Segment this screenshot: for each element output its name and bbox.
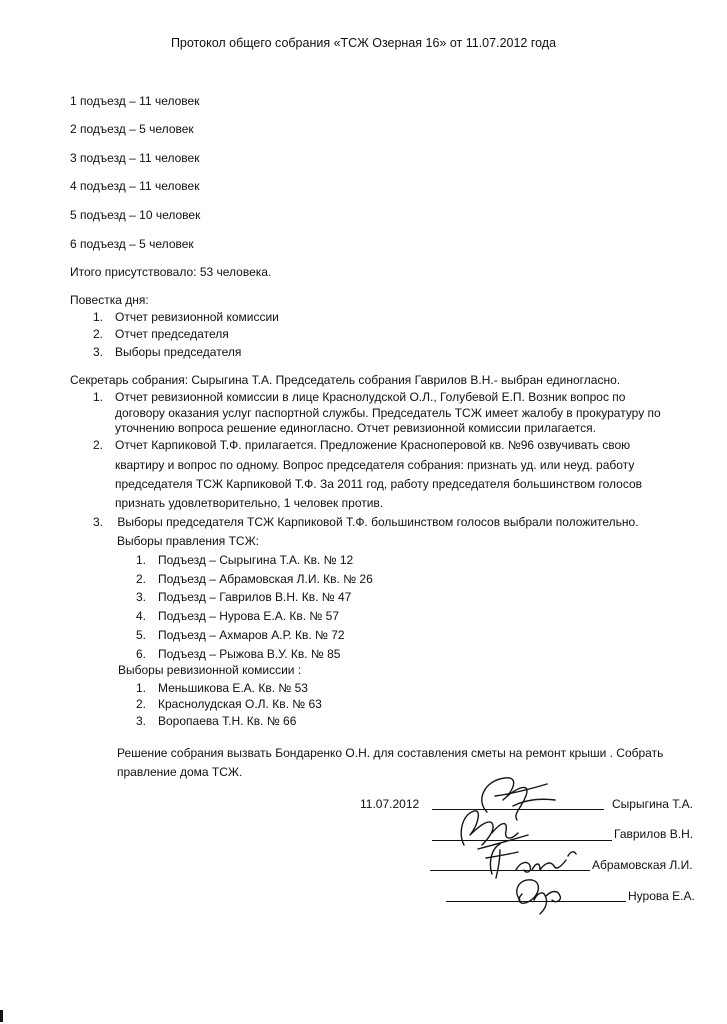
attendance-entrance-3: 3 подъезд – 11 человек [70,151,200,165]
audit-item-number: 2. [136,697,147,711]
board-item-number: 6. [136,647,147,661]
audit-item-number: 1. [136,681,147,695]
signer-name-4: Нурова Е.А. [628,889,695,903]
audit-item-3: Воропаева Т.Н. Кв. № 66 [158,714,297,728]
resolution-line-2: правление дома ТСЖ. [117,765,243,779]
attendance-entrance-5: 5 подъезд – 10 человек [70,208,201,222]
board-heading: Выборы правления ТСЖ: [117,534,260,548]
secretary-line: Секретарь собрания: Сырыгина Т.А. Председатель собрания Гаврилов В.Н.- выбран единогласно. [70,373,621,387]
decision-2-line-1: Отчет Карпиковой Т.Ф. прилагается. Предложение Красноперовой кв. №96 озвучивать свою [115,438,631,452]
decision-number: 2. [93,438,104,452]
board-item-number: 3. [136,590,147,604]
signer-name-3: Абрамовская Л.И. [592,858,693,872]
decision-1-line-2: договору оказания услуг паспортной службы. Председатель ТСЖ имеет жалобу в прокуратуру по [115,406,661,420]
agenda-heading: Повестка дня: [70,293,149,307]
decision-1-line-1: Отчет ревизионной комиссии в лице Краснолудской О.Л., Голубевой Е.П. Возник вопрос по [115,390,626,404]
board-item-2: Подъезд – Абрамовская Л.И. Кв. № 26 [158,572,373,586]
resolution-line-1: Решение собрания вызвать Бондаренко О.Н. для составления сметы на ремонт крыши . Собрать [117,746,664,760]
decision-3-line-1: Выборы председателя ТСЖ Карпиковой Т.Ф. большинством голосов выбрали положительно. [114,515,639,529]
board-item-number: 4. [136,609,147,623]
decision-1-line-3: уточнению вопроса решение единогласно. Отчет ревизионной комиссии прилагается. [115,421,596,435]
agenda-item-number: 1. [93,310,104,324]
agenda-item-1: Отчет ревизионной комиссии [115,310,279,324]
board-item-1: Подъезд – Сырыгина Т.А. Кв. № 12 [158,553,354,567]
decision-number: 3. [93,515,104,529]
decision-2-line-4: признать удовлетворительно, 1 человек против. [115,496,384,510]
signer-name-1: Сырыгина Т.А. [612,797,693,811]
decision-2-line-2: квартиру и вопрос по одному. Вопрос председателя собрания: признать уд. или неуд. работу [115,458,635,472]
audit-item-number: 3. [136,714,147,728]
page-title: Протокол общего собрания «ТСЖ Озерная 16» от 11.07.2012 года [170,36,557,50]
audit-item-1: Меньшикова Е.А. Кв. № 53 [158,681,308,695]
audit-heading: Выборы ревизионной комиссии : [118,663,302,677]
handwritten-signature-4 [500,870,570,920]
agenda-item-2: Отчет председателя [115,327,229,341]
attendance-entrance-1: 1 подъезд – 11 человек [70,94,200,108]
agenda-item-3: Выборы председателя [115,345,242,359]
agenda-item-number: 2. [93,327,104,341]
board-item-5: Подъезд – Ахмаров А.Р. Кв. № 72 [158,628,345,642]
signature-date: 11.07.2012 [360,797,420,811]
scan-edge-mark [0,1010,3,1022]
agenda-item-number: 3. [93,345,104,359]
board-item-number: 2. [136,572,147,586]
board-item-3: Подъезд – Гаврилов В.Н. Кв. № 47 [158,590,352,604]
board-item-number: 5. [136,628,147,642]
decision-number: 1. [93,390,104,404]
board-item-4: Подъезд – Нурова Е.А. Кв. № 57 [158,609,339,623]
attendance-entrance-2: 2 подъезд – 5 человек [70,122,194,136]
decision-2-line-3: председателя ТСЖ Карпиковой Т.Ф. За 2011 год, работу председателя большинством голосов [115,477,643,491]
attendance-entrance-6: 6 подъезд – 5 человек [70,237,194,251]
signer-name-2: Гаврилов В.Н. [614,827,694,841]
board-item-6: Подъезд – Рыжова В.У. Кв. № 85 [158,647,341,661]
audit-item-2: Краснолудская О.Л. Кв. № 63 [158,697,322,711]
attendance-entrance-4: 4 подъезд – 11 человек [70,179,200,193]
attendance-total: Итого присутствовало: 53 человека. [70,265,272,279]
board-item-number: 1. [136,553,147,567]
